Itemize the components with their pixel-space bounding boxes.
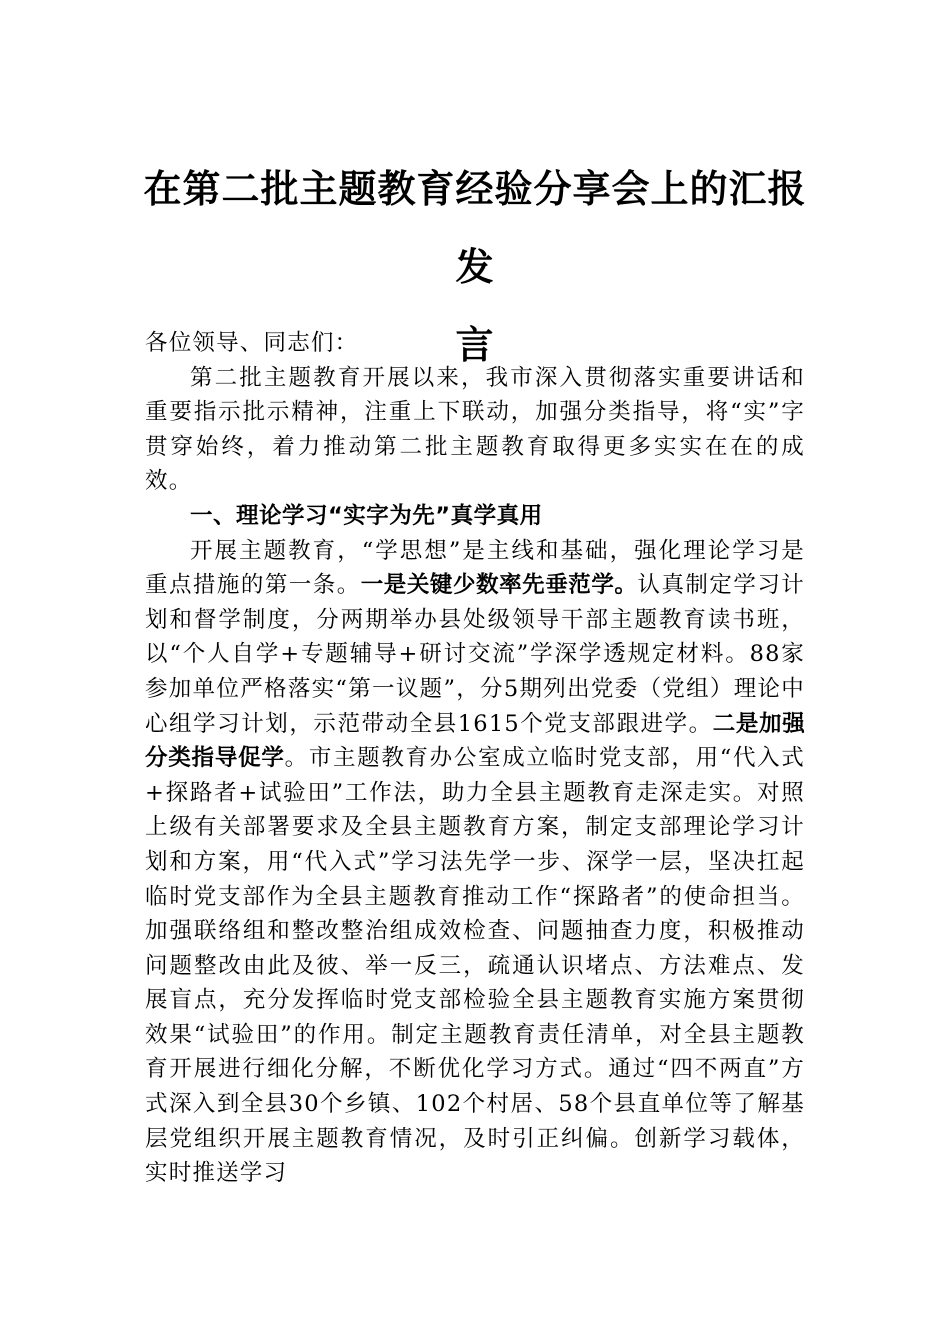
title-line-2: 言 (455, 322, 495, 367)
point-1-text: 认真制定学习计划和督学制度，分两期举办县处级领导干部主题教育读书班，以“个人自学+专题辅导+研讨交流”学深学透规定材料。88家参加单位严格落实“第一议题”，分5期列出党委（党组）理论中心组学习计划，示范带动全县1615个党支部跟进学。 (145, 572, 805, 737)
document-body (145, 326, 805, 1191)
section-paragraph (145, 534, 805, 1191)
point-1-label: 一是关键少数率先垂范学。 (360, 572, 638, 599)
section-heading: 一、理论学习“实字为先”真学真用 (190, 502, 543, 529)
salutation: 各位领导、同志们： (145, 330, 359, 356)
point-2-text: 。市主题教育办公室成立临时党支部，用“代入式+探路者+试验田”工作法，助力全县主题教育走深走实。对照上级有关部署要求及全县主题教育方案，制定支部理论学习计划和方案，用“代入式”学习法先学一步、深学一层，坚决扛起临时党支部作为全县主题教育推动工作“探路者”的使命担当。加强联络组和整改整治组成效检查、问题抽查力度，积极推动问题整改由此及彼、举一反三，疏通认识堵点、方法难点、发展盲点，充分发挥临时党支部检验全县主题教育实施方案贯彻效果“试验田”的作用。制定主题教育责任清单，对全县主题教育开展进行细化分解，不断优化学习方式。通过“四不两直”方式深入到全县30个乡镇、102个村居、58个县直单位等了解基层党组织开展主题教育情况，及时引正纠偏。创新学习载体，实时推送学习 (145, 745, 805, 1187)
intro-paragraph: 第二批主题教育开展以来，我市深入贯彻落实重要讲话和重要指示批示精神，注重上下联动，加强分类指导，将“实”字贯穿始终，着力推动第二批主题教育取得更多实实在在的成效。 (145, 364, 805, 495)
section-lead-text: 开展主题教育，“学思想”是主线和基础，强化理论学习是重点措施的第一条。 (145, 537, 805, 599)
point-2-label: 二是加强分类指导促学 (145, 710, 806, 772)
title-line-1: 在第二批主题教育经验分享会上的汇报发 (143, 166, 807, 289)
